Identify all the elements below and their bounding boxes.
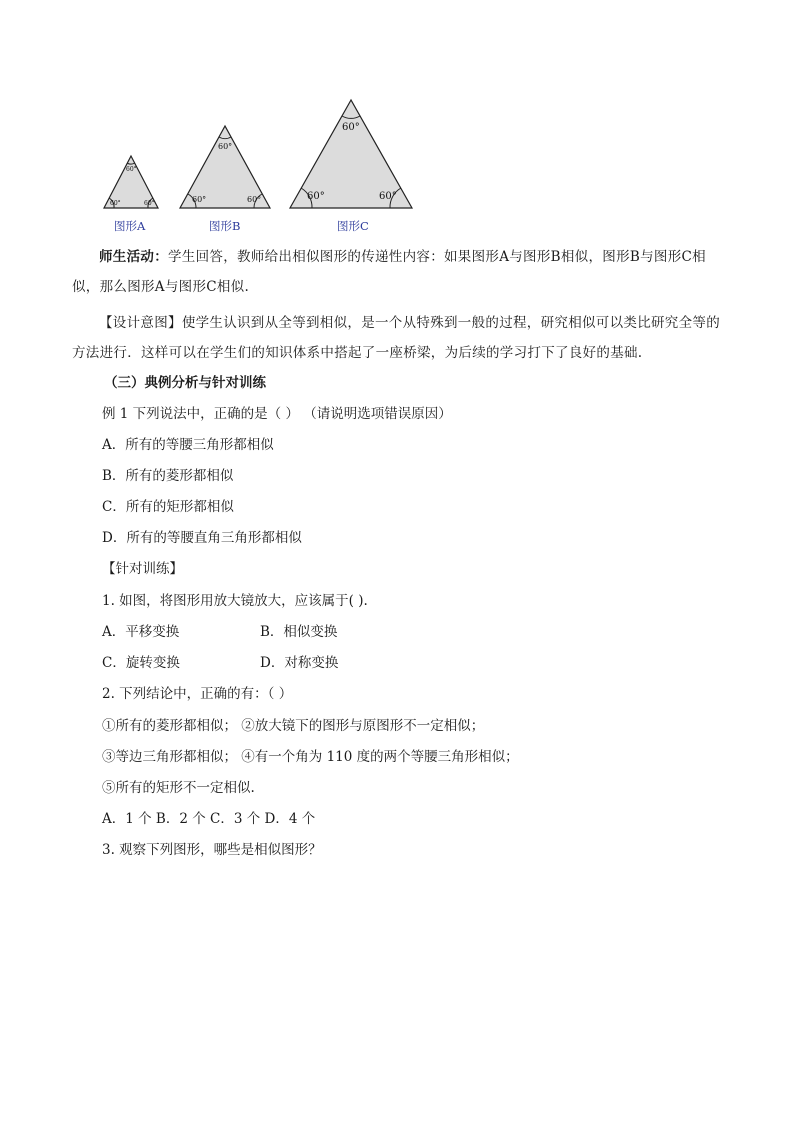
triangle-b-caption: 图形B [209, 219, 241, 233]
triangle-a-right-angle: 60° [144, 200, 155, 207]
activity-text: 学生回答，教师给出相似图形的传递性内容：如果图形A与图形B相似，图形B与图形C相似，那么图形A与图形C相似. [72, 249, 706, 295]
training-title: 【针对训练】 [102, 561, 183, 577]
q1-option-b: B．相似变换 [260, 624, 338, 640]
triangle-figures [0, 0, 794, 240]
triangle-b-left-angle: 60° [192, 195, 207, 204]
q1-question: 1. 如图，将图形用放大镜放大，应该属于( ). [102, 593, 368, 609]
activity-paragraph [72, 242, 722, 302]
example1-option-a: A．所有的等腰三角形都相似 [102, 437, 274, 453]
triangle-c-caption: 图形C [337, 219, 369, 233]
triangle-c-left-angle: 60° [307, 191, 325, 202]
example1-option-c: C．所有的矩形都相似 [102, 499, 234, 515]
triangle-figures-svg [0, 0, 794, 240]
q2-line-3: ⑤所有的矩形不一定相似. [102, 780, 255, 796]
triangle-c-top-angle: 60° [342, 122, 360, 133]
q2-question: 2. 下列结论中，正确的有：（ ） [102, 686, 293, 702]
q2-line-2: ③等边三角形都相似； ④有一个角为 110 度的两个等腰三角形相似； [102, 749, 519, 765]
triangle-a-top-angle: 60° [126, 166, 137, 173]
q2-line-1: ①所有的菱形都相似； ②放大镜下的图形与原图形不一定相似； [102, 718, 485, 734]
triangle-a [104, 156, 158, 233]
design-label: 【设计意图】 [99, 315, 182, 331]
triangle-c-right-angle: 60° [379, 191, 397, 202]
q3-question: 3. 观察下列图形，哪些是相似图形？ [102, 842, 322, 858]
design-text: 使学生认识到从全等到相似，是一个从特殊到一般的过程，研究相似可以类比研究全等的方法进行．这样可以在学生们的知识体系中搭起了一座桥梁，为后续的学习打下了良好的基础. [72, 315, 721, 361]
q2-answers: A．1 个 B．2 个 C．3 个 D．4 个 [102, 811, 316, 827]
design-paragraph [72, 308, 722, 368]
section-title: （三）典例分析与针对训练 [104, 375, 266, 391]
triangle-b-top-angle: 60° [218, 142, 233, 151]
triangle-c [290, 100, 412, 233]
triangle-a-left-angle: 60° [110, 200, 121, 207]
example1-option-b: B．所有的菱形都相似 [102, 468, 234, 484]
activity-label: 师生活动： [99, 249, 168, 265]
q1-option-d: D．对称变换 [260, 655, 339, 671]
triangle-b-right-angle: 60° [247, 195, 262, 204]
q1-option-c: C．旋转变换 [102, 655, 180, 671]
example1-question: 例 1 下列说法中，正确的是（ ） （请说明选项错误原因） [102, 406, 452, 422]
triangle-b [180, 126, 270, 233]
triangle-a-caption: 图形A [114, 219, 146, 233]
q1-option-a: A．平移变换 [102, 624, 180, 640]
example1-option-d: D．所有的等腰直角三角形都相似 [102, 530, 302, 546]
